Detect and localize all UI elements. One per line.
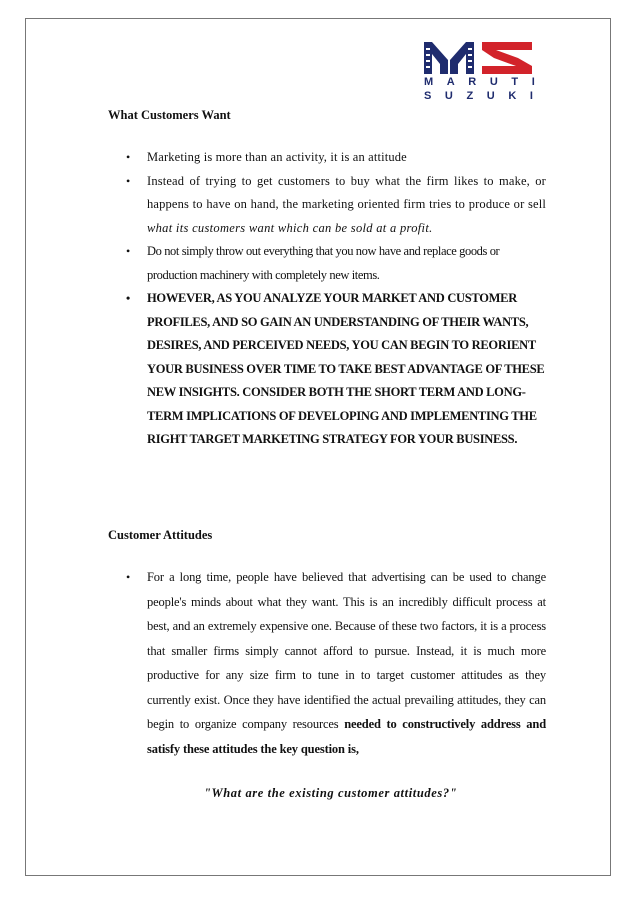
list-item-emphasis: what its customers want which can be sold at a profit.: [147, 220, 433, 235]
customers-want-list: [122, 146, 546, 452]
bullet-icon: •: [126, 570, 131, 584]
logo-text-suzuki: SUZUKI: [424, 90, 547, 102]
list-item: [122, 565, 546, 761]
section-heading-what-customers-want: What Customers Want: [108, 108, 231, 122]
list-item-text: Instead of trying to get customers to buy what the firm likes to make, or happens to have on hand, the marketing oriented firm tries to produce or sell: [147, 173, 546, 211]
bullet-icon: •: [126, 173, 131, 188]
list-item: [122, 287, 546, 452]
customer-attitudes-list: [122, 565, 546, 761]
logo-text-maruti: MARUTI: [424, 76, 549, 88]
list-item-text: HOWEVER, AS YOU ANALYZE YOUR MARKET AND CUSTOMER PROFILES, AND SO GAIN AN UNDERSTANDING OF THEIR WANTS, DESIRES, AND PERCEIVED NEEDS, YOU CAN BEGIN TO REORIENT YOUR BUSINESS OVER TIME TO TAKE BEST ADVANTAGE OF THESE NEW INSIGHTS. CONSIDER BOTH THE SHORT TERM AND LONG-TERM IMPLICATIONS OF DEVELOPING AND IMPLEMENTING THE RIGHT TARGET MARKETING STRATEGY FOR YOUR BUSINESS.: [147, 291, 545, 446]
maruti-suzuki-logo-icon: [420, 40, 538, 76]
list-item: [122, 240, 546, 287]
list-item: [122, 146, 546, 170]
list-item-text: Do not simply throw out everything that you now have and replace goods or production machinery with completely new items.: [147, 244, 500, 282]
list-item: [122, 170, 546, 241]
section-heading-customer-attitudes: Customer Attitudes: [108, 528, 213, 542]
bullet-icon: •: [126, 150, 131, 164]
bullet-icon: •: [126, 291, 130, 305]
maruti-suzuki-logo: [420, 40, 549, 104]
bullet-icon: •: [126, 244, 130, 258]
list-item-text: Marketing is more than an activity, it is an attitude: [147, 150, 407, 164]
key-question-quote: "What are the existing customer attitudes?": [204, 786, 458, 800]
list-item-emphasis: needed to constructively address and satisfy these attitudes the key question is,: [147, 717, 546, 756]
list-item-text: For a long time, people have believed that advertising can be used to change people's minds about what they want. This is an incredibly difficult process at best, and an extremely expensive one. Because of these two factors, it is a process that smaller firms simply cannot afford to pursue. Instead, it is much more productive for any size firm to tune in to target customer attitudes as they currently exist. Once they have identified the actual prevailing attitudes, they can begin to organize company resources: [147, 570, 546, 731]
